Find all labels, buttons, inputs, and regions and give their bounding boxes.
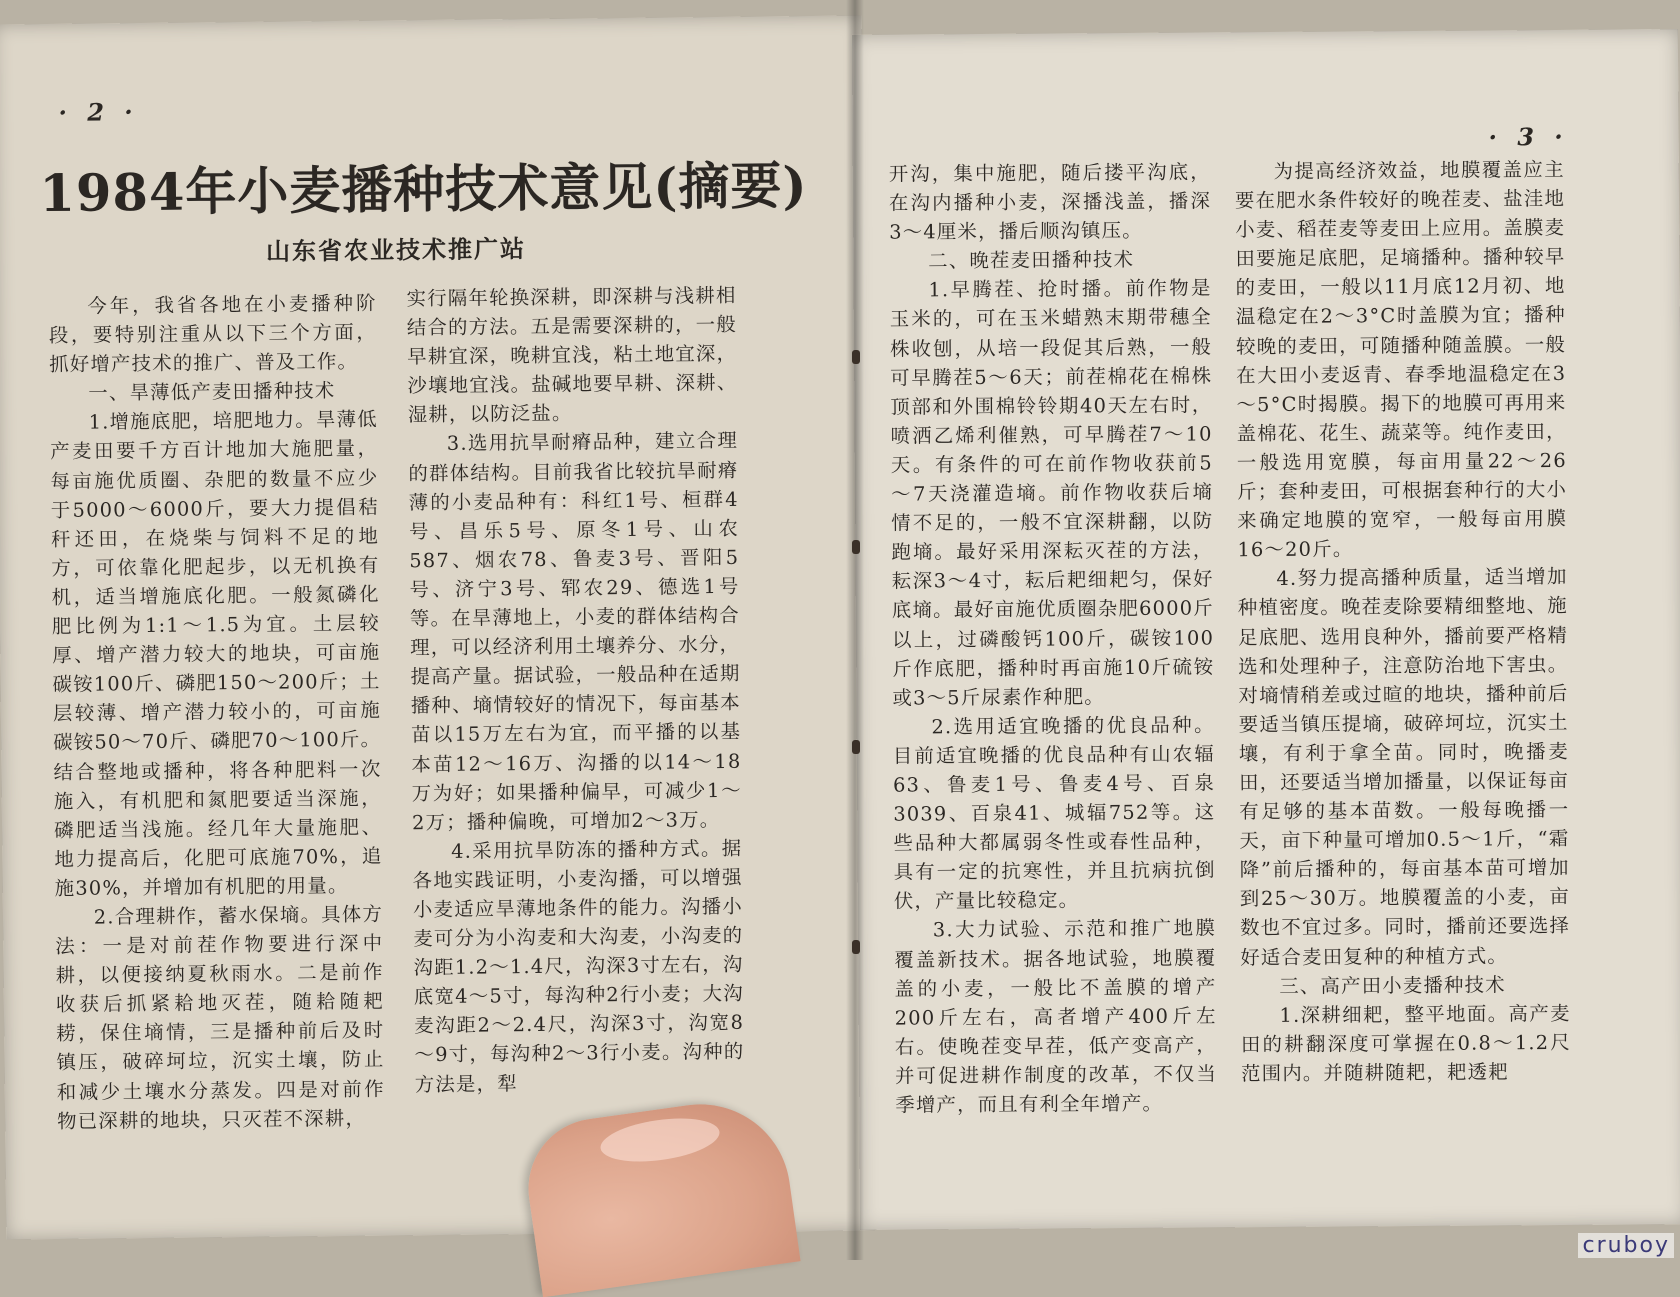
paragraph: 4.采用抗旱防冻的播种方式。据各地实践证明，小麦沟播，可以增强小麦适应旱薄地条件的能力。沟播小麦可分为小沟麦和大沟麦，小沟麦的沟距1.2～1.4尺，沟深3寸左右，沟底宽4～5寸，每沟种2行小麦；大沟麦沟距2～2.4尺，沟深3寸，沟宽8～9寸，每沟种2～3行小麦。沟种的方法是，犁 [412,836,745,1096]
book-spine [846,0,864,1260]
right-page [852,29,1680,1230]
paragraph: 3.选用抗旱耐瘠品种，建立合理的群体结构。目前我省比较抗旱耐瘠薄的小麦品种有：科红1号、桓群4号、昌乐5号、原冬1号、山农587、烟农78、鲁麦3号、晋阳5号、济宁3号、郓农29、德选1号等。在旱薄地上，小麦的群体结构合理，可以经济利用土壤养分、水分，提高产量。据试验，一般品种在适期播种、墒情较好的情况下，每亩基本苗以15万左右为宜，而平播的以基本苗12～16万、沟播的以14～18万为好；如果播种偏早，可减少1～2万；播种偏晚，可增加2～3万。 [408,429,742,834]
section-heading: 三、高产田小麦播种技术 [1279,972,1506,998]
watermark: cruboy [1578,1233,1674,1258]
paragraph: 1.早腾茬、抢时播。前作物是玉米的，可在玉米蜡熟末期带穗全株收刨，从培一段促其后熟，一般可早腾茬5～6天；前茬棉花在棉株顶部和外围棉铃铃期40天左右时，喷洒乙烯利催熟，可早腾茬7～10天。有条件的可在前作物收获前5～7天浇灌造墒。前作物收获后墒情不足的，一般不宜深耕翻，以防跑墒。最好采用深耘灭茬的方法，耘深3～4寸，耘后耙细耙匀，保好底墒。最好亩施优质圈杂肥6000斤以上，过磷酸钙100斤，碳铵100斤作底肥，播种时再亩施10斤硫铵或3～5斤尿素作种肥。 [889,276,1215,710]
paragraph: 2.合理耕作，蓄水保墒。具体方法：一是对前茬作物要进行深中耕，以便接纳夏秋雨水。二是前作收获后抓紧耠地灭茬，随耠随耙耢，保住墒情，三是播种前后及时镇压，破碎坷垃，沉实土壤，防止和减少土壤水分蒸发。四是对前作物已深耕的地块，只灭茬不深耕， [55,902,385,1133]
text-column-4 [1235,155,1571,1088]
paragraph: 为提高经济效益，地膜覆盖应主要在肥水条件较好的晚茬麦、盐洼地小麦、稻茬麦等麦田上应用。盖膜麦田要施足底肥，足墒播种。播种较早的麦田，一般以11月底12月初、地温稳定在2～3°C时盖膜为宜；播种较晚的麦田，可随播种随盖膜。一般在大田小麦返青、春季地温稳定在3～5°C时揭膜。揭下的地膜可再用来盖棉花、花生、蔬菜等。纯作麦田，一般选用宽膜，每亩用量22～26斤；套种麦田，可根据套种行的大小来确定地膜的宽窄，一般每亩用膜16～20斤。 [1234,157,1568,562]
paragraph: 今年，我省各地在小麦播种阶段，要特别注重从以下三个方面，抓好增产技术的推广、普及工作。 [48,291,378,377]
section-heading: 二、晚茬麦田播种技术 [928,248,1135,273]
paragraph: 3.大力试验、示范和推广地膜覆盖新技术。据各地试验，地膜覆盖的小麦，一般比不盖膜的增产200斤左右，高者增产400斤左右。使晚茬变早茬，低产变高产，并可促进耕作制度的改革，不仅当季增产，而且有利全年增产。 [894,916,1218,1117]
staple [852,350,860,364]
text-column-3 [889,157,1218,1119]
left-page [0,15,874,1239]
paragraph: 实行隔年轮换深耕，即深耕与浅耕相结合的方法。五是需要深耕的，一般早耕宜深，晚耕宜浅，粘土地宜深，沙壤地宜浅。盐碱地要早耕、深耕、湿耕，以防泛盐。 [406,283,738,427]
text-column-2 [406,281,745,1099]
paragraph: 1.增施底肥，培肥地力。旱薄低产麦田要千方百计地加大施肥量，每亩施优质圈、杂肥的数量不应少于5000～6000斤，要大力提倡秸秆还田，在烧柴与饲料不足的地方，可依靠化肥起步，以无机换有机，适当增施底化肥。一般氮磷化肥比例为1:1～1.5为宜。土层较厚、增产潜力较大的地块，可亩施碳铵100斤、磷肥150～200斤；土层较薄、增产潜力较小的，可亩施碳铵50～70斤、磷肥70～100斤。结合整地或播种，将各种肥料一次施入，有机肥和氮肥要适当深施，磷肥适当浅施。经几年大量施肥、地力提高后，化肥可底施70%，追施30%，并增加有机肥的用量。 [50,407,383,900]
page-number-right: · 3 · [1488,121,1569,152]
staple [852,940,860,954]
page-number-left: · 2 · [58,97,139,127]
article-title: 1984年小麦播种技术意见(摘要) [39,156,808,225]
staple [852,740,860,754]
section-heading: 一、旱薄低产麦田播种技术 [88,379,336,405]
paragraph: 1.深耕细耙，整平地面。高产麦田的耕翻深度可掌握在0.8～1.2尺范围内。并随耕随耙，耙透耙 [1240,1001,1571,1086]
paragraph: 开沟，集中施肥，随后搂平沟底，在沟内播种小麦，深播浅盖，播深3～4厘米，播后顺沟镇压。 [888,160,1212,244]
paragraph: 4.努力提高播种质量，适当增加种植密度。晚茬麦除要精细整地、施足底肥、选用良种外，播前要严格精选和处理种子，注意防治地下害虫。对墒情稍差或过暄的地块，播种前后要适当镇压提墒，破碎坷垃，沉实土壤，有利于拿全苗。同时，晚播麦田，还要适当增加播量，以保证每亩有足够的基本苗数。一般每晚播一天，亩下种量可增加0.5～1斤，“霜降”前后播种的，每亩基本苗可增加到25～30万。地膜覆盖的小麦，亩数也不宜过多。同时，播前还要选择好适合麦田复种的种植方式。 [1237,565,1571,969]
text-column-1 [48,289,385,1136]
paragraph: 2.选用适宜晚播的优良品种。目前适宜晚播的优良品种有山农辐63、鲁麦1号、鲁麦4号、百泉3039、百泉41、城辐752等。这些品种大都属弱冬性或春性品种，具有一定的抗寒性，并且抗病抗倒伏，产量比较稳定。 [892,713,1216,913]
article-author: 山东省农业技术推广站 [265,234,527,266]
staple [852,540,860,554]
